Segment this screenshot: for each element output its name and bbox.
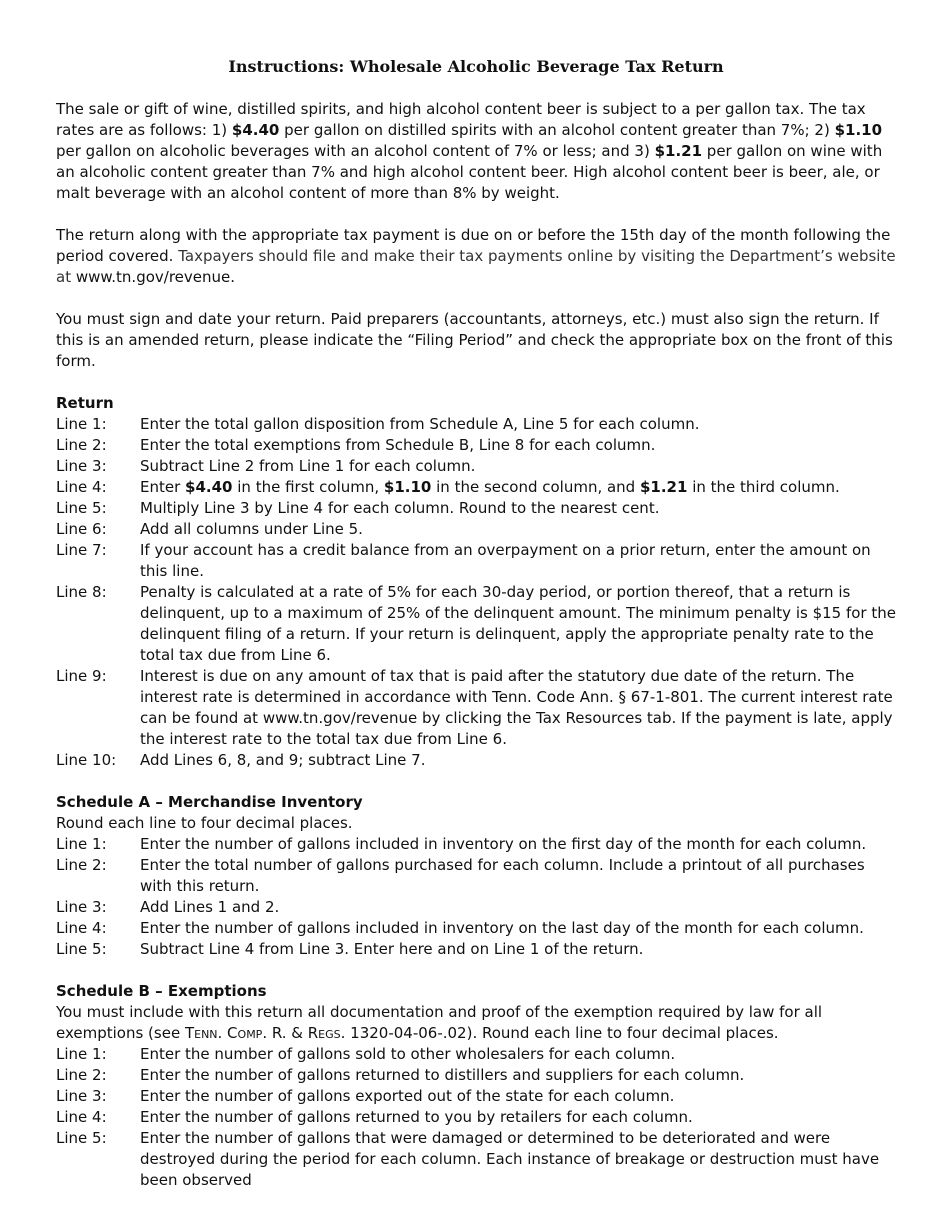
list-item: Line 3: Subtract Line 2 from Line 1 for each column. [56, 457, 476, 475]
website-link[interactable]: www.tn.gov/revenue. [75, 268, 236, 286]
signature-paragraph: You must sign and date your return. Paid preparers (accountants, attorneys, etc.) must also sign the return. If this is an amended return, please indicate the “Filing Period” and check the appropriate box on the front of this form. [56, 310, 893, 370]
schedule-a-section [56, 792, 896, 960]
legal-citation: Tenn. Comp. R. & Regs. [184, 1024, 346, 1042]
intro-text: The sale or gift of wine, distilled spirits, and high alcohol content beer is subject to a per gallon tax. The tax rates are as follows: 1) [56, 100, 866, 139]
intro-tax-rates-paragraph [56, 99, 896, 204]
due-date-paragraph [56, 225, 896, 288]
list-item: Line 2: Enter the total exemptions from Schedule B, Line 8 for each column. [56, 436, 656, 454]
rate-wine-beer: $1.21 [654, 142, 703, 160]
online-filing-text: Taxpayers should file and make their tax payments online by visiting the Department’s website at [56, 247, 896, 286]
list-item: Line 8: Penalty is calculated at a rate of 5% for each 30-day period, or portion thereof, that a return is delinquent, up to a maximum of 25% of the delinquent amount. The minimum penalty is $15 for the delinquent filing of a return. If your return is delinquent, apply the appropriate penalty rate to the total tax due from Line 6. [56, 583, 896, 664]
intro-text: per gallon on distilled spirits with an alcohol content greater than 7%; 2) [279, 121, 835, 139]
list-item: Line 2: Enter the number of gallons returned to distillers and suppliers for each column. [56, 1066, 745, 1084]
document-page [56, 56, 896, 1212]
section-title: Schedule A – Merchandise Inventory [56, 793, 363, 811]
due-date-text: The return along with the appropriate tax payment is due on or before the 15th day of the month following the period covered. [56, 226, 891, 265]
schedule-b-section [56, 981, 896, 1191]
list-item: Line 1: Enter the number of gallons included in inventory on the first day of the month for each column. [56, 835, 867, 853]
list-item: Line 10: Add Lines 6, 8, and 9; subtract Line 7. [56, 751, 426, 769]
section-note: You must include with this return all documentation and proof of the exemption required by law for all exemptions (see Tenn. Comp. R. & Regs. 1320-04-06-.02). Round each line to four decimal places. [56, 1003, 823, 1042]
rate-low-alcohol: $1.10 [834, 121, 883, 139]
document-title: Instructions: Wholesale Alcoholic Beverage Tax Return [228, 57, 724, 76]
list-item: Line 5: Multiply Line 3 by Line 4 for each column. Round to the nearest cent. [56, 499, 660, 517]
list-item: Line 6: Add all columns under Line 5. [56, 520, 363, 538]
list-item: Line 5: Subtract Line 4 from Line 3. Enter here and on Line 1 of the return. [56, 940, 644, 958]
list-item: Line 3: Add Lines 1 and 2. [56, 898, 280, 916]
list-item: Line 4: Enter the number of gallons returned to you by retailers for each column. [56, 1108, 693, 1126]
list-item: Line 3: Enter the number of gallons exported out of the state for each column. [56, 1087, 675, 1105]
intro-text: per gallon on alcoholic beverages with an alcohol content of 7% or less; and 3) [56, 142, 655, 160]
rate-distilled-spirits: $4.40 [231, 121, 280, 139]
list-item: Line 2: Enter the total number of gallons purchased for each column. Include a printout of all purchases with this return. [56, 856, 865, 895]
list-item: Line 1: Enter the total gallon disposition from Schedule A, Line 5 for each column. [56, 415, 700, 433]
section-title: Schedule B – Exemptions [56, 982, 267, 1000]
list-item: Line 7: If your account has a credit balance from an overpayment on a prior return, enter the amount on this line. [56, 541, 871, 580]
list-item: Line 9: Interest is due on any amount of tax that is paid after the statutory due date of the return. The interest rate is determined in accordance with Tenn. Code Ann. § 67-1-801. The current interest rate can be found at www.tn.gov/revenue by clicking the Tax Resources tab. If the payment is late, apply the interest rate to the total tax due from Line 6. [56, 667, 893, 748]
list-item: Line 4: Enter $4.40 in the first column, $1.10 in the second column, and $1.21 in the third column. [56, 478, 840, 496]
list-item: Line 1: Enter the number of gallons sold to other wholesalers for each column. [56, 1045, 676, 1063]
section-title: Return [56, 394, 114, 412]
list-item: Line 4: Enter the number of gallons included in inventory on the last day of the month for each column. [56, 919, 864, 937]
intro-text: per gallon on wine with an alcoholic content greater than 7% and high alcohol content beer. High alcohol content beer is beer, ale, or malt beverage with an alcohol content of more than 8% by weight. [56, 142, 883, 202]
section-note: Round each line to four decimal places. [56, 814, 353, 832]
list-item: Line 5: Enter the number of gallons that were damaged or determined to be deteriorated and were destroyed during the period for each column. Each instance of breakage or destruction must have been observed [56, 1129, 880, 1189]
return-section [56, 393, 896, 771]
